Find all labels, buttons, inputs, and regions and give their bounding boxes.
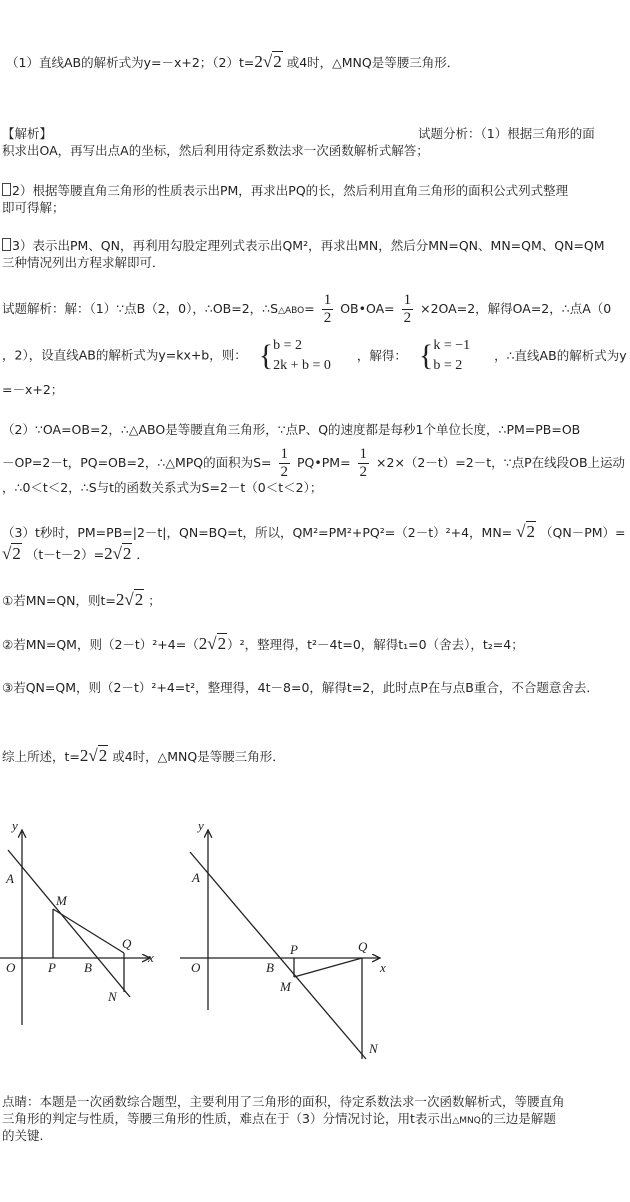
solution-line: ，∴0＜t＜2，∴S与t的函数关系式为S=2－t（0＜t＜2）； [2,480,323,495]
analysis-tag: 【解析】 [2,126,53,141]
analysis-line: 三种情况列出方程求解即可． [2,255,165,270]
case-line: ③若QN=QM，则（2－t）²+4=t²，整理得，4t－8=0，解得t=2，此时点P在与点B重合，不合题意舍去． [2,680,599,695]
line-ab [190,852,366,1059]
figure-right [180,830,380,1059]
sqrt-expression: 2√2 [198,634,227,653]
segment-mq [294,958,362,977]
label-a: A [192,870,200,885]
equation-system: { k = −1 b = 2 [418,338,471,373]
label-b: B [84,960,92,975]
label-m: M [280,979,291,994]
case-line: ①若MN=QN，则t=2√2 ； [2,590,161,609]
label-x: x [148,950,154,965]
equation-system: { b = 2 2k + b = 0 [258,338,331,373]
sqrt-expression: 2√2 [79,746,108,765]
solution-line: 试题解析：解：（1）∵点B（2，0），∴OB=2，∴S△ABO= $\frac{1}{2}$ OB•OA= $\frac{1}{2}$ ×2OA=2，解得OA=2，∴点A（0 [2,292,612,326]
sqrt-expression: √2 [2,544,21,563]
label-p: P [48,960,56,975]
label-m: M [56,893,67,908]
analysis-line: 积求出OA，再写出点A的坐标，然后利用待定系数法求一次函数解析式解答； [2,143,429,158]
analysis-line: 2）根据等腰直角三角形的性质表示出PM，再求出PQ的长，然后利用直角三角形的面积公式列式整理 [2,181,568,199]
fraction: $\frac{1}{2}$ [359,446,368,480]
box-glyph [2,183,11,196]
solution-line: √2 （t－t－2）=2√2 ． [2,544,149,563]
solution-line: （2）∵OA=OB=2，∴△ABO是等腰直角三角形，∵点P、Q的速度都是每秒1个单位长度，∴PM=PB=OB [2,422,581,437]
solution-line: （3）t秒时，PM=PB=|2－t|，QN=BQ=t，所以，QM²=PM²+PQ²=（2－t）²+4，MN= √2 （QN－PM）= [2,522,626,541]
answer-line [6,52,459,72]
solution-line: ，2），设直线AB的解析式为y=kx+b，则： { b = 2 2k + b = 0 ，解得： { k = −1 b = 2 ，∴直线AB的解析式为y [2,336,627,376]
sqrt-expression: 2√2 [104,544,132,563]
fraction: $\frac{1}{2}$ [403,292,412,326]
comment-line: 点睛：本题是一次函数综合题型，主要利用了三角形的面积，待定系数法求一次函数解析式，等腰直角 [2,1094,565,1109]
label-y: y [198,818,204,833]
label-q: Q [122,936,132,951]
sqrt-expression: 2√2 [254,52,282,71]
label-o: O [6,960,16,975]
conclusion-line: 综上所述，t=2√2 或4时，△MNQ是等腰三角形． [2,746,285,765]
label-a: A [6,871,14,886]
label-p: P [290,942,298,957]
comment-line: 的关键. [2,1128,44,1143]
sqrt-expression: 2√2 [115,590,144,609]
label-y: y [12,818,18,833]
sqrt-expression: √2 [516,522,535,541]
analysis-line: 即可得解； [2,200,65,215]
line-ab [8,850,130,997]
label-n: N [108,989,117,1004]
box-glyph [2,238,11,251]
label-o: O [191,960,201,975]
solution-line: =－x+2； [2,382,64,397]
analysis-intro: 试题分析：（1）根据三角形的面 [418,126,595,141]
fraction: $\frac{1}{2}$ [323,292,332,326]
label-n: N [369,1041,378,1056]
label-x: x [380,960,386,975]
comment-line: 三角形的判定与性质，等腰三角形的性质，难点在于（3）分情况讨论，用t表示出△MNQ的三边是解题 [2,1111,556,1126]
solution-line: －OP=2－t，PQ=OB=2，∴△MPQ的面积为S= $\frac{1}{2}$ PQ•PM= $\frac{1}{2}$ ×2×（2－t）=2－t，∵点P在线段OB上运动 [2,446,626,480]
case-line: ②若MN=QM，则（2－t）²+4=（2√2）²，整理得，t²－4t=0，解得t₁=0（舍去），t₂=4； [2,634,524,653]
figure-left [0,830,150,1025]
answer-tail: 或4时，△MNQ是等腰三角形． [286,55,460,70]
geometry-figures [0,810,630,1070]
answer-text: （1）直线AB的解析式为y=－x+2；（2）t= [6,55,255,70]
fraction: $\frac{1}{2}$ [280,446,289,480]
label-q: Q [358,939,368,954]
analysis-line: 3）表示出PM、QN，再利用勾股定理列式表示出QM²，再求出MN，然后分MN=QN、MN=QM、QN=QM [2,236,605,254]
label-b: B [266,960,274,975]
